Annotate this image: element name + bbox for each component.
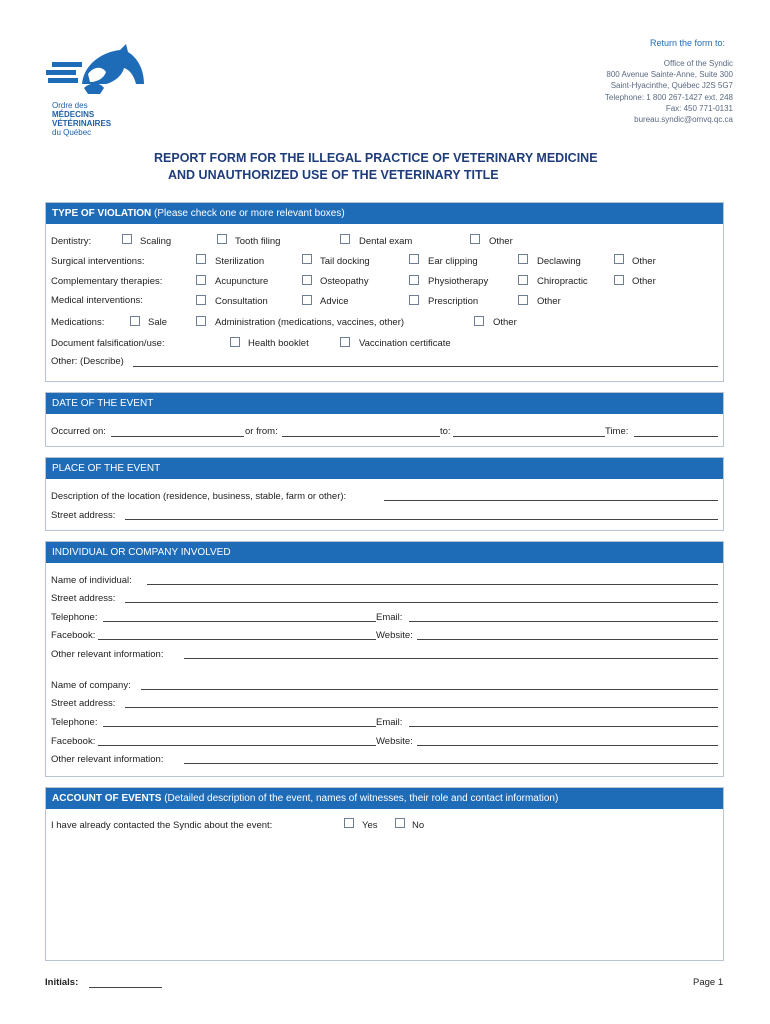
company-name-field[interactable] [141,689,718,690]
advice-checkbox[interactable] [302,295,312,305]
title-line1: REPORT FORM FOR THE ILLEGAL PRACTICE OF VETERINARY MEDICINE [154,151,598,165]
initials-label: Initials: [45,977,79,988]
tail-docking-label: Tail docking [320,256,370,267]
address-line: Office of the Syndic [663,59,733,68]
form-title [154,150,598,184]
company-facebook-field[interactable] [98,745,376,746]
to-field[interactable] [453,436,605,437]
company-other-field[interactable] [184,763,718,764]
involved-header: INDIVIDUAL OR COMPANY INVOLVED [46,542,723,563]
time-field[interactable] [634,436,718,437]
address-email: bureau.syndic@omvq.qc.ca [634,115,733,125]
dentistry-other-checkbox[interactable] [470,234,480,244]
company-street-field[interactable] [125,707,718,708]
company-facebook-label: Facebook: [51,736,96,747]
company-other-label: Other relevant information: [51,754,164,765]
occurred-label: Occurred on: [51,426,106,437]
dentistry-label: Dentistry: [51,236,92,247]
vaccination-certificate-checkbox[interactable] [340,337,350,347]
return-heading: Return the form to: [649,38,725,48]
physiotherapy-label: Physiotherapy [428,276,489,287]
tooth-filing-checkbox[interactable] [217,234,227,244]
surgical-other-checkbox[interactable] [614,254,624,264]
time-label: Time: [605,426,629,437]
osteopathy-checkbox[interactable] [302,275,312,285]
prescription-checkbox[interactable] [409,295,419,305]
declawing-label: Declawing [537,256,581,267]
violation-panel [45,202,724,382]
company-website-field[interactable] [417,745,718,746]
logo-line3: du Québec [52,128,92,137]
page-number: Page 1 [693,977,724,988]
consultation-checkbox[interactable] [196,295,206,305]
individual-street-field[interactable] [125,602,718,603]
documents-label: Document falsification/use: [51,338,165,349]
initials-field[interactable] [89,987,162,988]
date-header: DATE OF THE EVENT [46,393,723,414]
account-description-area[interactable] [50,840,718,955]
company-email-label: Email: [376,717,403,728]
individual-website-field[interactable] [417,639,718,640]
other-describe-label: Other: (Describe) [51,356,124,367]
medical-other-checkbox[interactable] [518,295,528,305]
acupuncture-label: Acupuncture [215,276,269,287]
medical-label: Medical interventions: [51,295,143,306]
logo-line2: MÉDECINS VÉTÉRINAIRES [52,110,112,128]
return-address [605,58,733,125]
dentistry-other-label: Other [489,236,513,247]
company-email-field[interactable] [409,726,718,727]
violation-heading-bold: TYPE OF VIOLATION [52,208,152,219]
dental-exam-label: Dental exam [359,236,413,247]
health-booklet-checkbox[interactable] [230,337,240,347]
advice-label: Advice [320,296,349,307]
health-booklet-label: Health booklet [248,338,309,349]
ear-clipping-checkbox[interactable] [409,254,419,264]
logo-line1: Ordre des [52,101,88,110]
date-panel [45,392,724,447]
individual-email-field[interactable] [409,621,718,622]
no-label: No [412,820,425,831]
company-telephone-field[interactable] [103,726,376,727]
administration-checkbox[interactable] [196,316,206,326]
complementary-other-label: Other [632,276,656,287]
individual-telephone-field[interactable] [103,621,376,622]
company-telephone-label: Telephone: [51,717,98,728]
logo [44,44,154,137]
sterilization-checkbox[interactable] [196,254,206,264]
violation-header [46,203,723,224]
sale-label: Sale [148,317,168,328]
administration-label: Administration (medications, vaccines, other) [215,317,405,328]
to-label: to: [440,426,451,437]
from-label: or from: [245,426,278,437]
yes-checkbox[interactable] [344,818,354,828]
chiropractic-checkbox[interactable] [518,275,528,285]
individual-email-label: Email: [376,612,403,623]
tail-docking-checkbox[interactable] [302,254,312,264]
no-checkbox[interactable] [395,818,405,828]
tooth-filing-label: Tooth filing [235,236,281,247]
address-line: 800 Avenue Sainte-Anne, Suite 300 [606,70,733,80]
other-describe-field[interactable] [133,366,718,367]
place-street-field[interactable] [125,519,718,520]
dental-exam-checkbox[interactable] [340,234,350,244]
acupuncture-checkbox[interactable] [196,275,206,285]
scaling-checkbox[interactable] [122,234,132,244]
title-line2: AND UNAUTHORIZED USE OF THE VETERINARY TITLE [168,168,499,182]
scaling-label: Scaling [140,236,172,247]
company-website-label: Website: [376,736,413,747]
place-street-label: Street address: [51,510,116,521]
address-line: Saint-Hyacinthe, Québec J2S 5G7 [610,81,733,91]
prescription-label: Prescription [428,296,479,307]
sale-checkbox[interactable] [130,316,140,326]
consultation-label: Consultation [215,296,268,307]
surgical-label: Surgical interventions: [51,256,145,267]
individual-other-label: Other relevant information: [51,649,164,660]
individual-name-label: Name of individual: [51,575,132,586]
individual-name-field[interactable] [147,584,718,585]
location-description-label: Description of the location (residence, business, stable, farm or other): [51,491,347,502]
ear-clipping-label: Ear clipping [428,256,478,267]
sterilization-label: Sterilization [215,256,265,267]
address-line: Fax: 450 771-0131 [665,103,733,113]
medications-other-checkbox[interactable] [474,316,484,326]
medications-other-label: Other [493,317,517,328]
medical-other-label: Other [537,296,561,307]
surgical-other-label: Other [632,256,656,267]
account-heading-rest: (Detailed description of the event, names of witnesses, their role and contact information) [161,793,559,804]
medications-label: Medications: [51,317,105,328]
individual-facebook-field[interactable] [98,639,376,640]
account-heading-bold: ACCOUNT OF EVENTS [52,793,162,804]
from-field[interactable] [282,436,440,437]
chiropractic-label: Chiropractic [537,276,588,287]
horse-dog-logo-icon [44,44,148,100]
company-name-label: Name of company: [51,680,131,691]
physiotherapy-checkbox[interactable] [409,275,419,285]
complementary-label: Complementary therapies: [51,276,163,287]
individual-facebook-label: Facebook: [51,630,96,641]
individual-website-label: Website: [376,630,413,641]
osteopathy-label: Osteopathy [320,276,369,287]
contacted-syndic-label: I have already contacted the Syndic about the event: [51,820,273,831]
yes-label: Yes [362,820,378,831]
vaccination-certificate-label: Vaccination certificate [359,338,451,349]
complementary-other-checkbox[interactable] [614,275,624,285]
individual-telephone-label: Telephone: [51,612,98,623]
violation-heading-rest: (Please check one or more relevant boxes) [151,208,345,219]
individual-street-label: Street address: [51,593,116,604]
address-line: Telephone: 1 800 267-1427 ext. 248 [604,92,733,102]
place-header: PLACE OF THE EVENT [46,458,723,479]
account-header [46,788,723,809]
declawing-checkbox[interactable] [518,254,528,264]
location-description-field[interactable] [384,500,718,501]
occurred-field[interactable] [111,436,244,437]
individual-other-field[interactable] [184,658,718,659]
company-street-label: Street address: [51,698,116,709]
